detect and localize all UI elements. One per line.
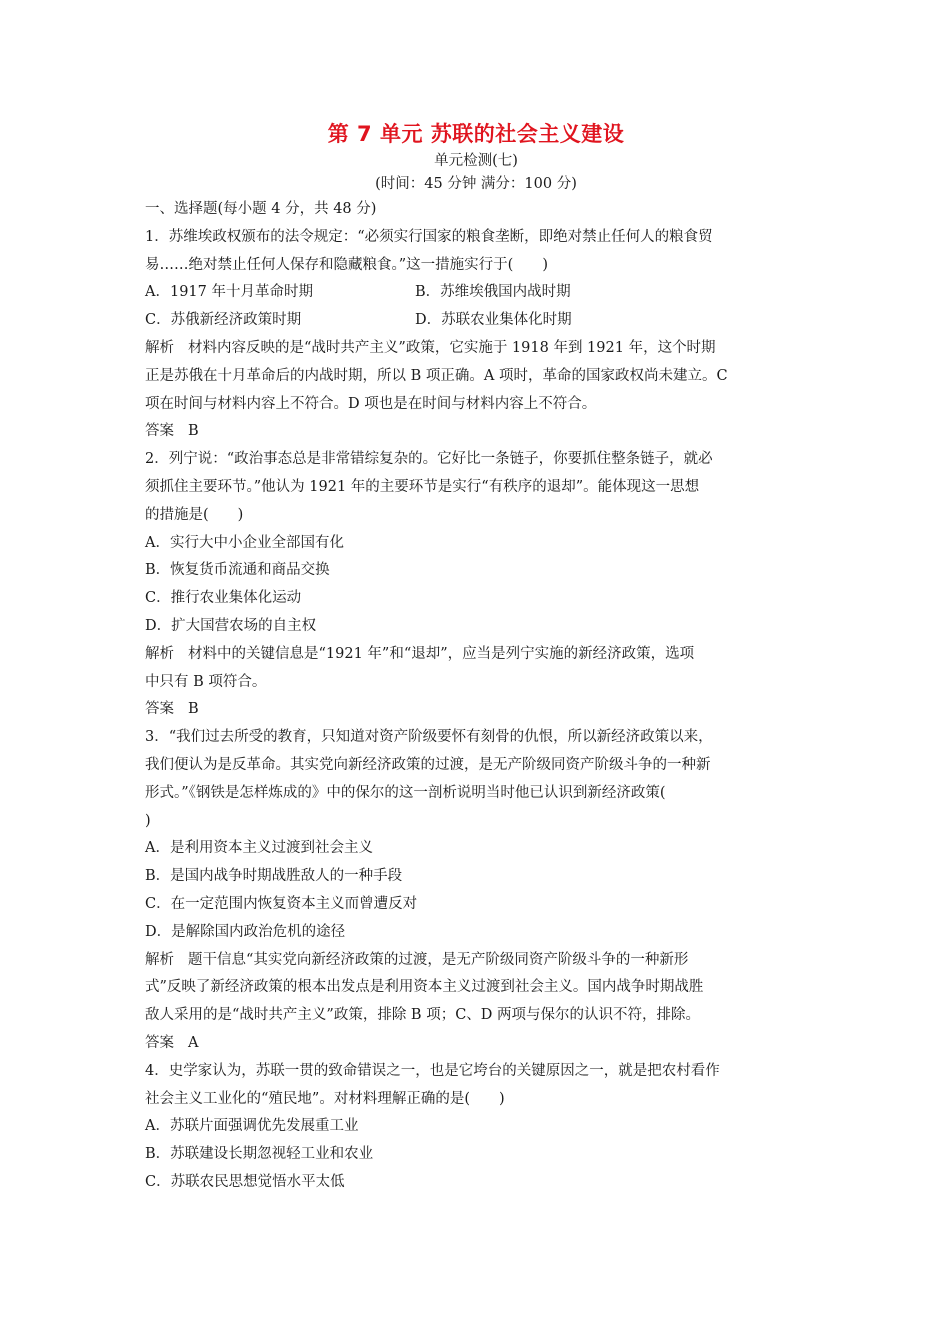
option-a: A．1917 年十月革命时期 <box>145 284 313 301</box>
question-text-line: 我们便认为是反革命。其实党向新经济政策的过渡，是无产阶级同资产阶级斗争的一种新 <box>145 756 711 773</box>
option-b: B．苏联建设长期忽视轻工业和农业 <box>145 1146 374 1163</box>
analysis-label: 解析 <box>145 339 174 356</box>
option-c: C．在一定范围内恢复资本主义而曾遭反对 <box>145 895 418 912</box>
question-4 <box>145 1058 807 1197</box>
analysis-line: 中只有 B 项符合。 <box>145 673 267 690</box>
question-text-line: ) <box>145 812 151 829</box>
document-page <box>145 118 807 1197</box>
question-text-line: 形式。”《钢铁是怎样炼成的》中的保尔的这一剖析说明当时他已认识到新经济政策( <box>145 784 666 801</box>
question-1 <box>145 224 807 446</box>
question-2 <box>145 446 807 724</box>
option-c: C．苏俄新经济政策时期 <box>145 312 302 329</box>
section-title: 一、选择题(每小题 4 分，共 48 分) <box>145 201 377 217</box>
analysis-line: 正是苏俄在十月革命后的内战时期，所以 B 项正确。A 项时，革命的国家政权尚未建立。C <box>145 367 728 384</box>
answer-value: A <box>188 1034 199 1051</box>
analysis-label: 解析 <box>145 645 174 662</box>
analysis-text: 材料内容反映的是“战时共产主义”政策，它实施于 1918 年到 1921 年，这个时期 <box>188 339 716 356</box>
question-text-line: 1．苏维埃政权颁布的法令规定：“必须实行国家的粮食垄断，即绝对禁止任何人的粮食贸 <box>145 228 713 245</box>
analysis-text: 材料中的关键信息是“1921 年”和“退却”，应当是列宁实施的新经济政策，选项 <box>188 645 695 662</box>
option-c: C．苏联农民思想觉悟水平太低 <box>145 1173 345 1190</box>
option-d: D．是解除国内政治危机的途径 <box>145 923 346 940</box>
analysis-line <box>145 947 807 975</box>
page-subtitle: 单元检测(七) <box>434 153 518 169</box>
option-d: D．扩大国营农场的自主权 <box>145 617 317 634</box>
options-row <box>145 307 807 335</box>
page-title: 第 7 单元 苏联的社会主义建设 <box>327 122 625 146</box>
option-a: A．是利用资本主义过渡到社会主义 <box>145 840 373 857</box>
analysis-text: 题干信息“其实党向新经济政策的过渡，是无产阶级同资产阶级斗争的一种新形 <box>188 951 689 968</box>
option-b: B．苏维埃俄国内战时期 <box>415 284 571 301</box>
exam-meta: (时间：45 分钟 满分：100 分) <box>375 176 577 192</box>
answer-label: 答案 <box>145 701 174 718</box>
option-a: A．实行大中小企业全部国有化 <box>145 534 344 551</box>
option-a: A．苏联片面强调优先发展重工业 <box>145 1118 359 1135</box>
option-b: B．恢复货币流通和商品交换 <box>145 562 330 579</box>
answer-line <box>145 696 807 724</box>
answer-line <box>145 1030 807 1058</box>
answer-value: B <box>188 423 199 440</box>
question-text-line: 4．史学家认为，苏联一贯的致命错误之一，也是它垮台的关键原因之一，就是把农村看作 <box>145 1062 720 1079</box>
option-c: C．推行农业集体化运动 <box>145 590 302 607</box>
question-text-line: 3．“我们过去所受的教育，只知道对资产阶级要怀有刻骨的仇恨，所以新经济政策以来， <box>145 729 713 746</box>
analysis-line: 式”反映了新经济政策的根本出发点是利用资本主义过渡到社会主义。国内战争时期战胜 <box>145 979 704 996</box>
analysis-line <box>145 641 807 669</box>
options-row <box>145 279 807 307</box>
question-text-line: 社会主义工业化的“殖民地”。对材料理解正确的是( ) <box>145 1090 505 1107</box>
analysis-line <box>145 335 807 363</box>
question-3 <box>145 724 807 1058</box>
question-text-line: 须抓住主要环节。”他认为 1921 年的主要环节是实行“有秩序的退却”。能体现这一思想 <box>145 478 700 495</box>
question-text-line: 2．列宁说：“政治事态总是非常错综复杂的。它好比一条链子，你要抓住整条链子，就必 <box>145 451 713 468</box>
analysis-line: 项在时间与材料内容上不符合。D 项也是在时间与材料内容上不符合。 <box>145 395 597 412</box>
answer-line <box>145 418 807 446</box>
analysis-label: 解析 <box>145 951 174 968</box>
answer-label: 答案 <box>145 423 174 440</box>
answer-label: 答案 <box>145 1034 174 1051</box>
answer-value: B <box>188 701 199 718</box>
question-text-line: 易……绝对禁止任何人保存和隐藏粮食。”这一措施实行于( ) <box>145 256 548 273</box>
question-text-line: 的措施是( ) <box>145 506 244 523</box>
analysis-line: 敌人采用的是“战时共产主义”政策，排除 B 项；C、D 两项与保尔的认识不符，排除。 <box>145 1007 701 1024</box>
option-d: D．苏联农业集体化时期 <box>415 312 572 329</box>
option-b: B．是国内战争时期战胜敌人的一种手段 <box>145 868 403 885</box>
